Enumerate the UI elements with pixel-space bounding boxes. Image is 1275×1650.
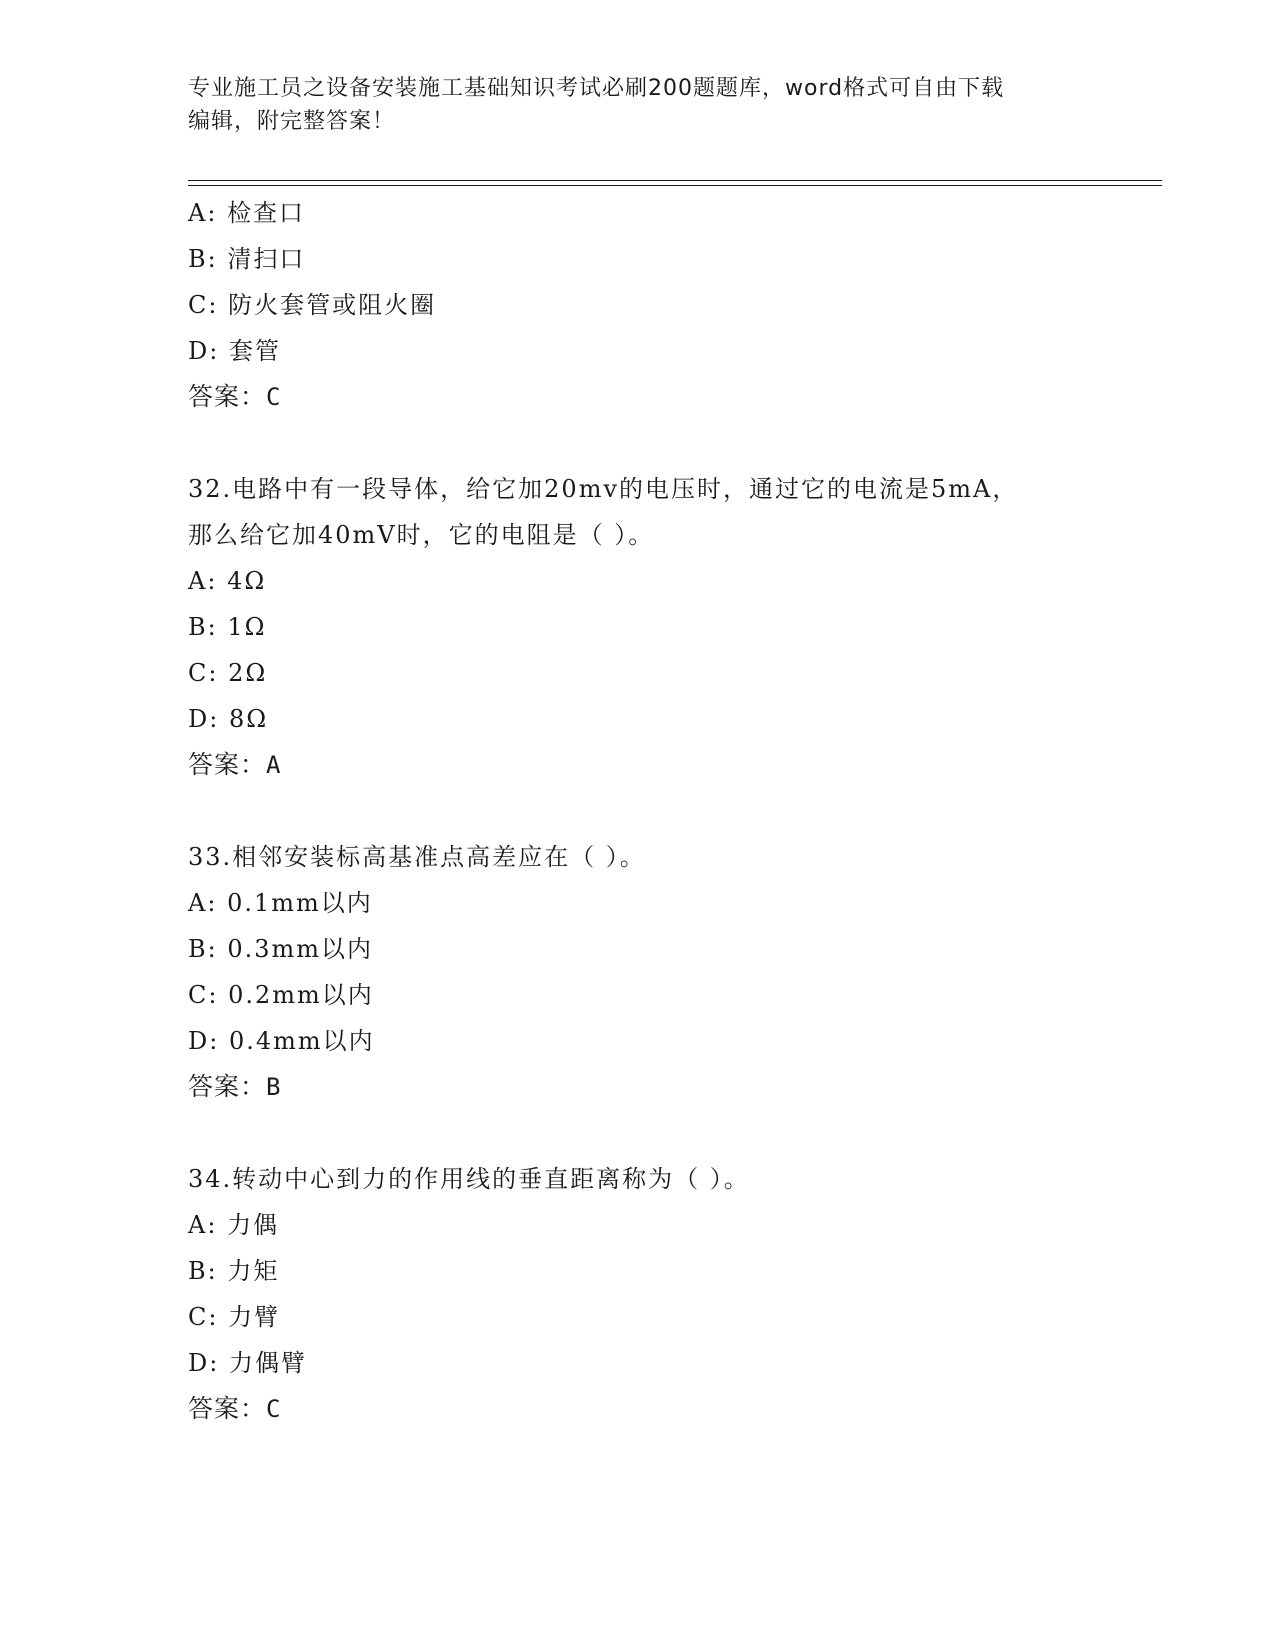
header-line-2: 编辑，附完整答案！	[188, 109, 396, 134]
option-b	[188, 236, 1148, 282]
option-label: D:	[188, 337, 220, 365]
answer-label: 答案：	[188, 382, 267, 411]
answer-value: B	[266, 1073, 282, 1101]
answer-line	[188, 374, 1148, 420]
option-a	[188, 1202, 1148, 1248]
option-text: 力偶臂	[228, 1349, 307, 1377]
option-label: A:	[188, 889, 218, 917]
option-b	[188, 1248, 1148, 1294]
option-text: 0.3mm以内	[227, 935, 374, 963]
option-text: 0.1mm以内	[227, 889, 373, 917]
answer-value: C	[266, 1395, 282, 1423]
option-label: C:	[188, 659, 219, 687]
answer-value: A	[266, 751, 282, 779]
header-line-1: 专业施工员之设备安装施工基础知识考试必刷200题题库，word格式可自由下载	[188, 76, 1005, 101]
page-header	[188, 72, 1088, 138]
question-stem: 34.转动中心到力的作用线的垂直距离称为（ ）。	[188, 1165, 750, 1193]
option-c	[188, 972, 1148, 1018]
option-label: B:	[188, 245, 218, 273]
option-text: 防火套管或阻火圈	[228, 291, 437, 319]
option-text: 清扫口	[227, 245, 306, 273]
option-label: A:	[188, 1211, 218, 1239]
header-divider-bottom	[188, 185, 1162, 186]
option-label: B:	[188, 613, 218, 641]
option-b	[188, 604, 1148, 650]
spacer	[188, 420, 1148, 466]
option-d	[188, 1018, 1148, 1064]
option-c	[188, 282, 1148, 328]
option-d	[188, 328, 1148, 374]
option-b	[188, 926, 1148, 972]
option-label: B:	[188, 1257, 218, 1285]
option-text: 2Ω	[228, 659, 268, 687]
option-c	[188, 1294, 1148, 1340]
option-label: D:	[188, 1349, 220, 1377]
option-text: 力矩	[227, 1257, 280, 1285]
question-stem: 32.电路中有一段导体，给它加20mv的电压时，通过它的电流是5mA，	[188, 475, 1019, 503]
option-c	[188, 650, 1148, 696]
option-a	[188, 880, 1148, 926]
answer-line	[188, 1386, 1148, 1432]
option-text: 力偶	[227, 1211, 280, 1239]
question-32	[188, 466, 1148, 788]
question-list	[188, 190, 1148, 1432]
option-label: C:	[188, 1303, 219, 1331]
option-label: C:	[188, 291, 219, 319]
option-label: D:	[188, 1027, 220, 1055]
option-label: D:	[188, 705, 220, 733]
option-label: C:	[188, 981, 219, 1009]
option-d	[188, 696, 1148, 742]
option-text: 1Ω	[227, 613, 267, 641]
spacer	[188, 1110, 1148, 1156]
answer-label: 答案：	[188, 1072, 267, 1101]
spacer	[188, 788, 1148, 834]
answer-value: C	[266, 383, 282, 411]
answer-label: 答案：	[188, 1394, 267, 1423]
answer-label: 答案：	[188, 750, 267, 779]
option-text: 0.4mm以内	[228, 1027, 375, 1055]
option-text: 力臂	[228, 1303, 281, 1331]
option-text: 检查口	[227, 199, 306, 227]
option-a	[188, 558, 1148, 604]
option-label: B:	[188, 935, 218, 963]
question-stem-continued: 那么给它加40mV时，它的电阻是（ ）。	[188, 521, 655, 549]
answer-line	[188, 742, 1148, 788]
option-label: A:	[188, 199, 218, 227]
option-text: 8Ω	[228, 705, 269, 733]
question-stem: 33.相邻安装标高基准点高差应在（ ）。	[188, 843, 646, 871]
question-33	[188, 834, 1148, 1110]
question-31-partial	[188, 190, 1148, 420]
option-text: 4Ω	[227, 567, 267, 595]
option-label: A:	[188, 567, 218, 595]
option-a	[188, 190, 1148, 236]
question-34	[188, 1156, 1148, 1432]
header-divider-top	[188, 180, 1162, 181]
option-text: 套管	[228, 337, 281, 365]
option-text: 0.2mm以内	[228, 981, 374, 1009]
option-d	[188, 1340, 1148, 1386]
answer-line	[188, 1064, 1148, 1110]
